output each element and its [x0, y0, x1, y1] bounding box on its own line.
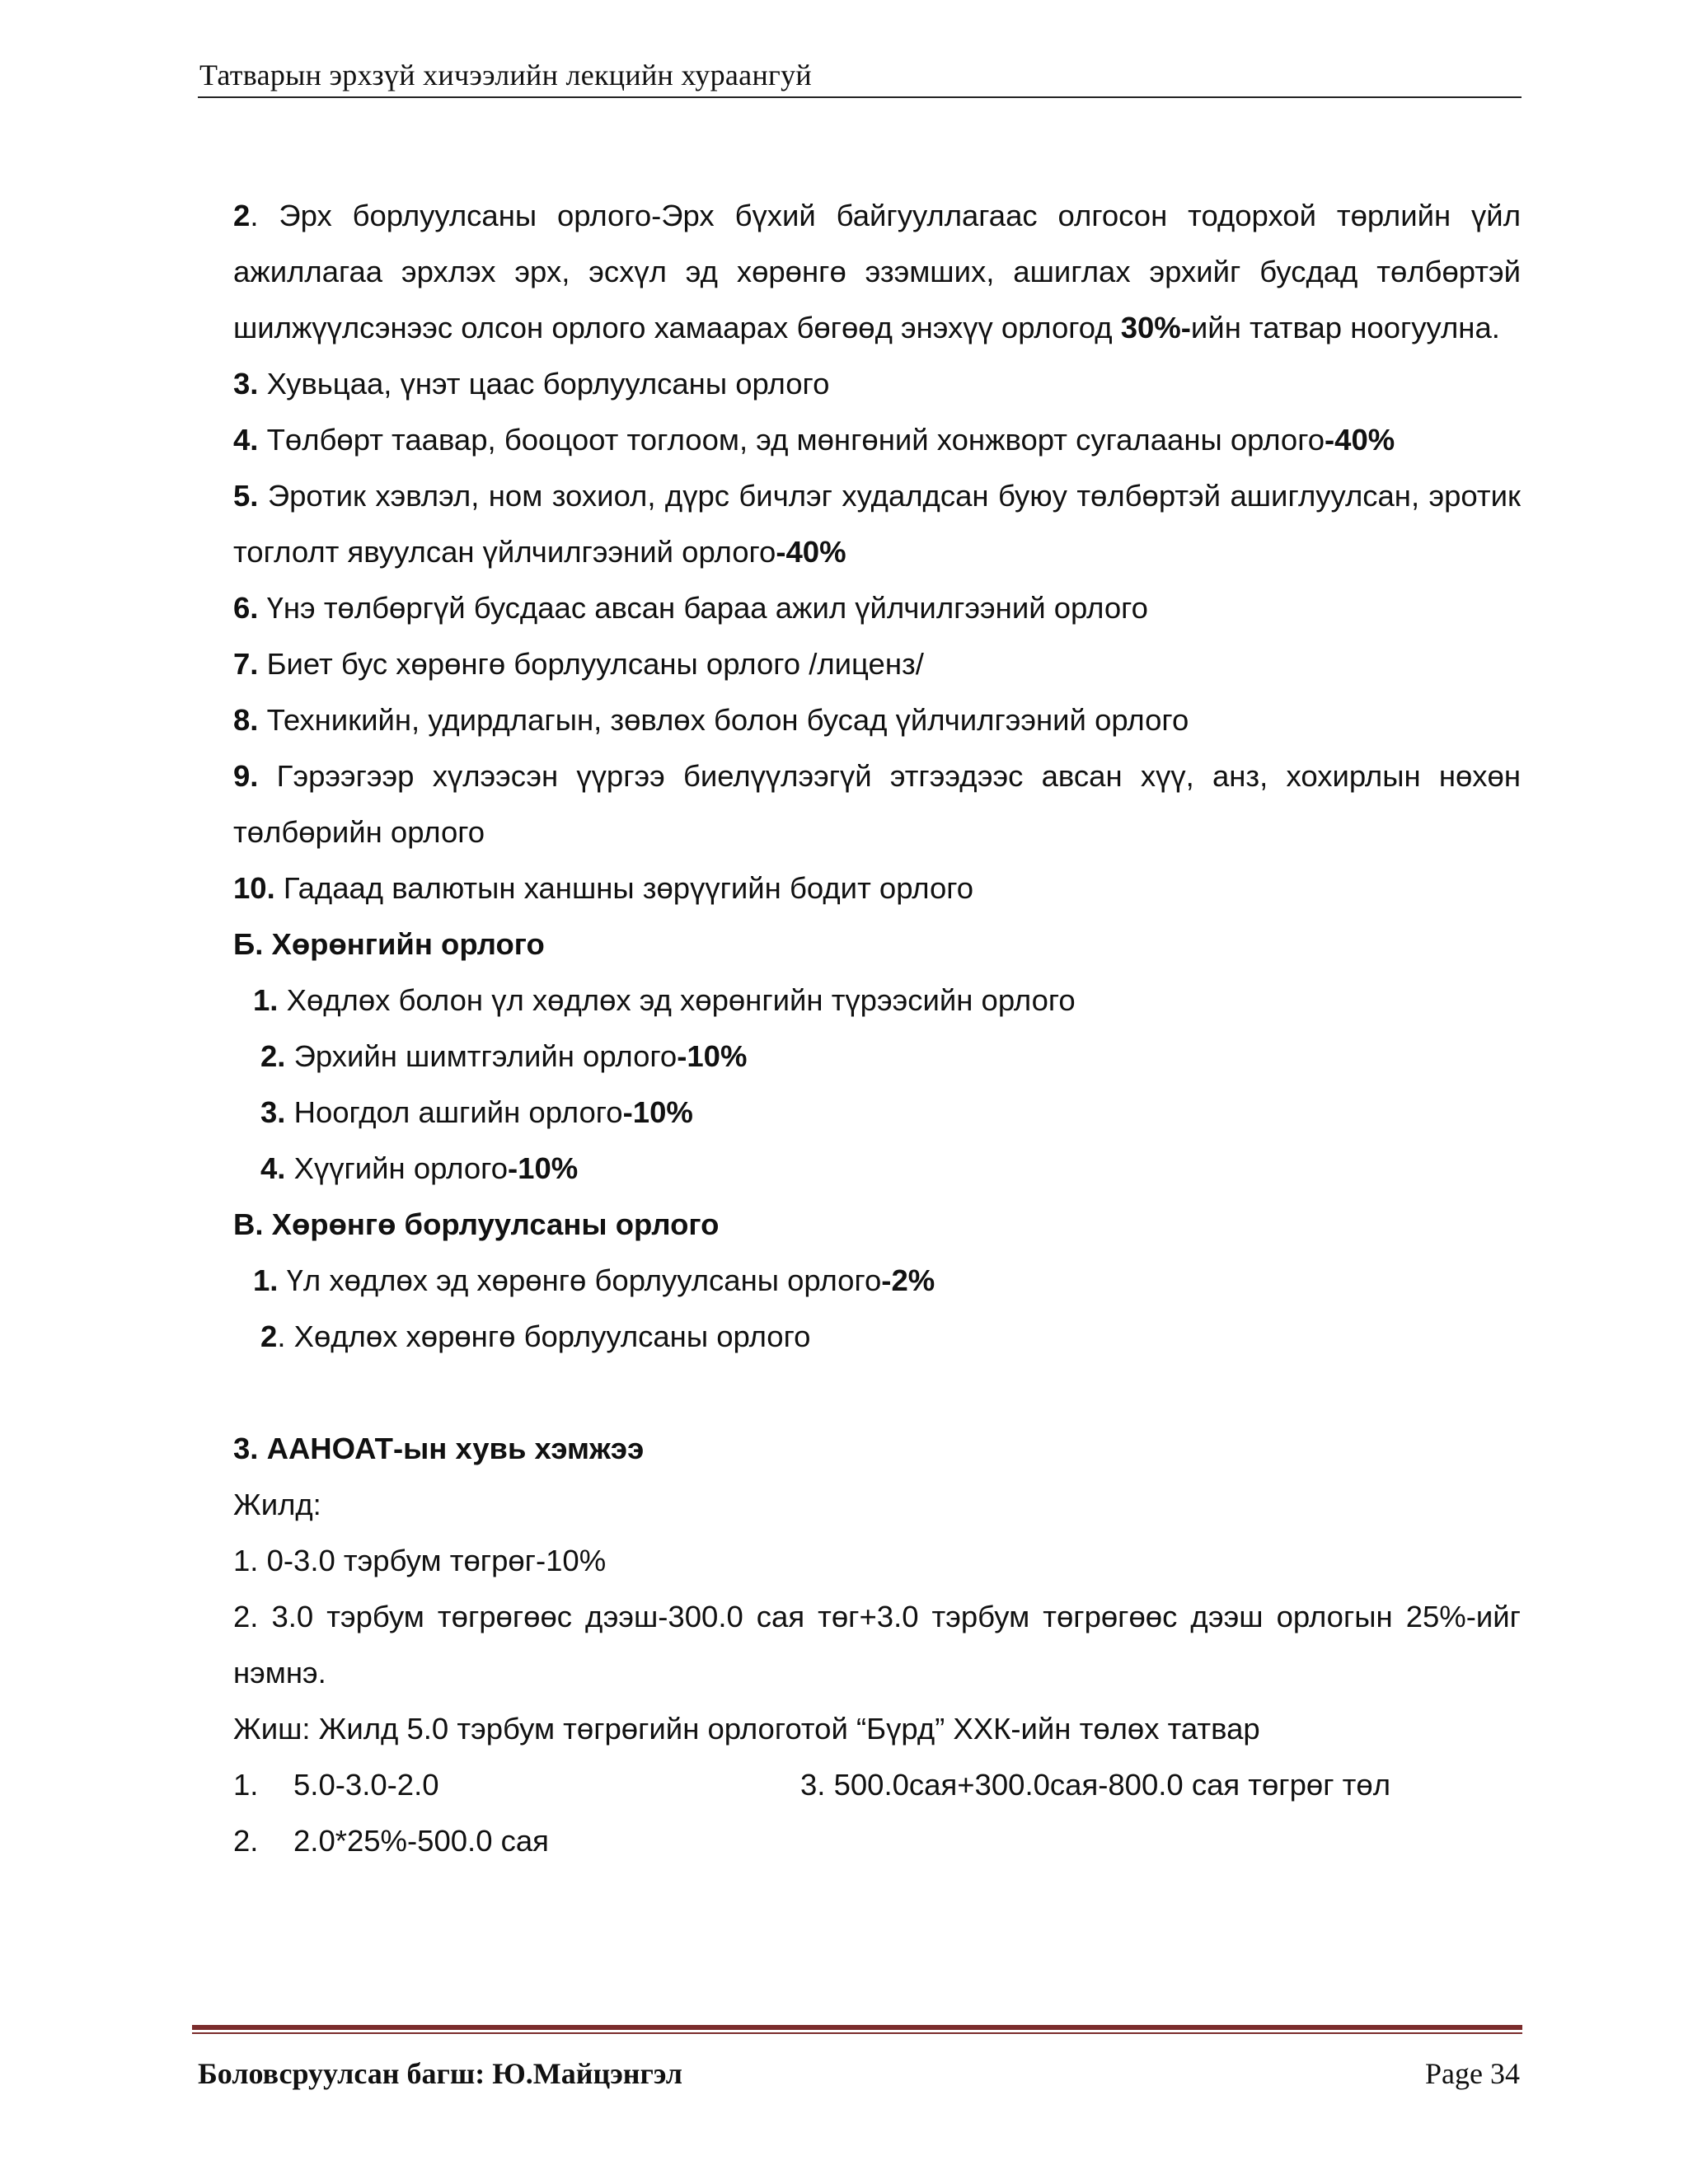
section-b-item-4	[233, 1141, 1521, 1197]
item-7	[233, 636, 1521, 692]
item-text-tail: ийн татвар ноогуулна.	[1190, 311, 1500, 344]
footer-rule-thick	[192, 2025, 1522, 2030]
item-number: 6.	[233, 591, 259, 625]
calc-number: 1.	[233, 1768, 259, 1802]
calc-number: 2.	[233, 1824, 259, 1858]
section-v-item-1	[233, 1253, 1521, 1309]
section-3-heading	[233, 1421, 1521, 1477]
item-number: 5.	[233, 479, 259, 513]
tax-rate: -10%	[677, 1039, 748, 1073]
item-text: Үнэ төлбөргүй бусдаас авсан бараа ажил үйлчилгээний орлого	[258, 591, 1148, 625]
item-text: Ноогдол ашгийн орлого	[285, 1095, 623, 1129]
item-text: . Эрх борлуулсаны орлого-Эрх бүхий байгууллагаас олгосон тодорхой төрлийн үйл ажиллагаа эрхлэх эрх, эсхүл эд хөрөнгө эзэмших, ашиглах эрхийг бусдад төлбөртэй шилжүүлсэнээс олсон орлого хамаарах бөгөөд энэхүү орлогод	[233, 199, 1521, 344]
footer-rule-thin	[192, 2032, 1522, 2034]
item-text: Хувьцаа, үнэт цаас борлуулсаны орлого	[258, 367, 830, 401]
section-heading-text: 3. ААНОАТ-ын хувь хэмжээ	[233, 1432, 645, 1465]
section-heading-text: Б. Хөрөнгийн орлого	[233, 927, 545, 961]
item-text: Хөдлөх болон үл хөдлөх эд хөрөнгийн түрээсийн орлого	[278, 983, 1076, 1017]
header-rule	[198, 96, 1522, 98]
item-number: 9.	[233, 759, 259, 793]
item-number: 3.	[233, 367, 259, 401]
calc-result: 3. 500.0сая+300.0сая-800.0 сая төгрөг төл	[800, 1768, 1390, 1802]
section-v-heading	[233, 1197, 1521, 1253]
item-number: 1.	[253, 983, 279, 1017]
item-text: Эротик хэвлэл, ном зохиол, дүрс бичлэг худалдсан буюу төлбөртэй ашиглуулсан, эротик тоглолт явуулсан үйлчилгээний орлого	[233, 479, 1521, 569]
item-number: 3.	[260, 1095, 286, 1129]
tax-rate: -10%	[622, 1095, 693, 1129]
item-number: 4.	[233, 423, 259, 457]
running-header: Татварын эрхзүй хичээлийн лекцийн хураангуй	[199, 59, 812, 91]
section-v-item-2	[233, 1309, 1521, 1365]
tax-rate: -40%	[776, 535, 846, 569]
item-text: Гэрээгээр хүлээсэн үүргээ биелүүлээгүй этгээдээс авсан хүү, анз, хохирлын нөхөн төлбөрийн орлого	[233, 759, 1521, 849]
rate-rule-1: 1. 0-3.0 тэрбум төгрөг-10%	[233, 1544, 607, 1577]
item-number: 1.	[253, 1263, 279, 1297]
item-number: 2.	[260, 1039, 286, 1073]
item-9	[233, 748, 1521, 860]
page-number: Page 34	[1425, 2057, 1520, 2090]
calc-row-1	[233, 1757, 1521, 1813]
section-b-item-1	[233, 972, 1521, 1029]
item-text: Төлбөрт таавар, бооцоот тоглоом, эд мөнгөний хонжворт сугалааны орлого	[258, 423, 1325, 457]
item-number: 10.	[233, 871, 275, 905]
example-line: Жиш: Жилд 5.0 тэрбум төгрөгийн орлоготой “Бүрд” ХХК-ийн төлөх татвар	[233, 1712, 1260, 1746]
footer-author: Боловсруулсан багш: Ю.Майцэнгэл	[198, 2057, 682, 2090]
item-text: . Хөдлөх хөрөнгө борлуулсаны орлого	[277, 1319, 811, 1353]
item-4	[233, 412, 1521, 468]
tax-rate: -40%	[1325, 423, 1395, 457]
calc-step: 2.0*25%-500.0 сая	[293, 1824, 549, 1858]
item-number: 2	[233, 199, 251, 232]
item-number: 7.	[233, 647, 259, 681]
item-text: Үл хөдлөх эд хөрөнгө борлуулсаны орлого	[278, 1263, 882, 1297]
tax-rate: -2%	[881, 1263, 935, 1297]
annual-label: Жилд:	[233, 1488, 321, 1521]
section-b-heading	[233, 916, 1521, 972]
tax-rate: -10%	[508, 1151, 579, 1185]
item-number: 4.	[260, 1151, 286, 1185]
rate-rule-2: 2. 3.0 тэрбум төгрөгөөс дээш-300.0 сая төг+3.0 тэрбум төгрөгөөс дээш орлогын 25%-ийг нэмнэ.	[233, 1600, 1521, 1690]
item-text: Гадаад валютын ханшны зөрүүгийн бодит орлого	[274, 871, 974, 905]
item-number: 2	[260, 1319, 278, 1353]
section-b-item-3	[233, 1085, 1521, 1141]
section-heading-text: В. Хөрөнгө борлуулсаны орлого	[233, 1207, 720, 1241]
item-text: Биет бус хөрөнгө борлуулсаны орлого /лиценз/	[258, 647, 924, 681]
item-text: Хүүгийн орлого	[285, 1151, 508, 1185]
item-2	[233, 188, 1521, 356]
item-3	[233, 356, 1521, 412]
item-10	[233, 860, 1521, 916]
item-8	[233, 692, 1521, 748]
item-text: Эрхийн шимтгэлийн орлого	[285, 1039, 678, 1073]
tax-rate: 30%-	[1120, 311, 1191, 344]
calc-step: 5.0-3.0-2.0	[293, 1768, 439, 1802]
calc-row-2	[233, 1813, 1521, 1869]
paragraph-gap	[233, 1365, 1521, 1421]
page-body	[233, 188, 1521, 1869]
item-6	[233, 580, 1521, 636]
section-b-item-2	[233, 1029, 1521, 1085]
item-number: 8.	[233, 703, 259, 737]
item-5	[233, 468, 1521, 580]
item-text: Техникийн, удирдлагын, зөвлөх болон бусад үйлчилгээний орлого	[258, 703, 1189, 737]
